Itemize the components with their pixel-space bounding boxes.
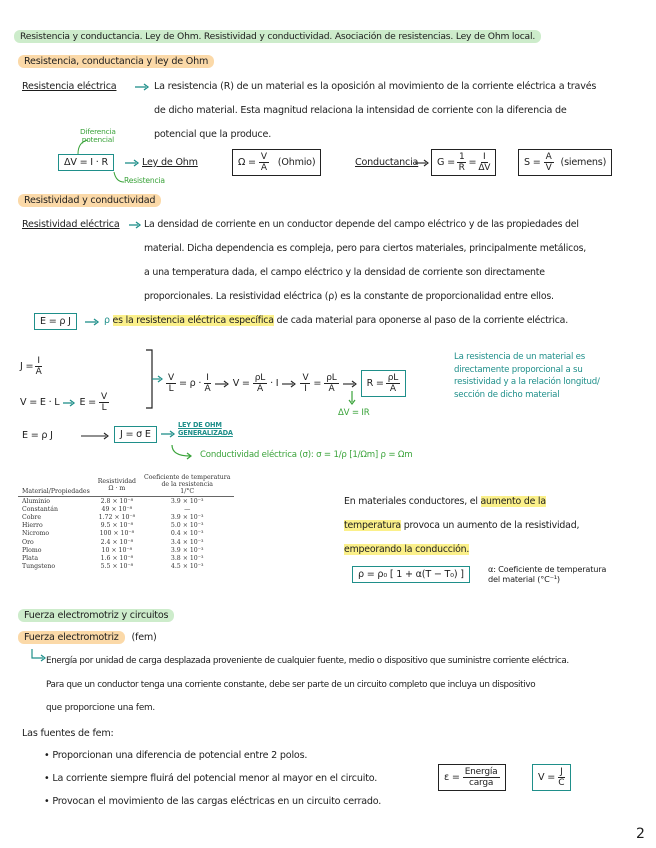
bullet-3 <box>44 796 381 807</box>
arrow-right-icon <box>128 221 142 229</box>
arrow-right-icon <box>134 83 150 91</box>
eps-num: Energía <box>464 767 498 777</box>
label-dp-1: Diferencia <box>80 127 116 136</box>
temp-line-3 <box>344 544 469 555</box>
r-den: A <box>389 384 396 394</box>
arrow-right-icon <box>160 430 176 438</box>
step1-frac-a <box>166 373 176 394</box>
curved-arrow-icon <box>168 444 196 462</box>
resistividad-cell: 2.8 × 10⁻⁸ <box>100 497 134 505</box>
bullet-dot: • <box>44 750 50 761</box>
col-material: Material/Propiedades <box>22 488 90 495</box>
coeficiente-cell: — <box>184 505 191 513</box>
e-fraction <box>99 392 109 413</box>
col3-a: Coeficiente de temperatura <box>143 474 231 481</box>
temp-l1-hl: aumento de la <box>480 496 546 507</box>
step3-b-den: A <box>328 384 335 394</box>
alpha-1: α: Coeficiente de temperatura <box>488 564 607 574</box>
step2-lhs: V = <box>232 378 250 389</box>
g-eq: = <box>468 157 477 168</box>
s-den: V <box>545 163 552 173</box>
derivation-step-1 <box>166 370 406 397</box>
note-line-1: La resistencia de un material es <box>454 352 586 362</box>
temp-l3-hl: empeorando la conducción. <box>344 544 470 555</box>
s-num: A <box>545 152 552 162</box>
e-num: V <box>101 392 107 402</box>
label-dp-2: potencial <box>81 135 114 144</box>
ley-de-ohm-label: Ley de Ohm <box>142 157 198 168</box>
g-num-1: 1 <box>458 152 465 162</box>
s-lhs: S = <box>524 157 541 168</box>
j-fraction <box>35 356 41 377</box>
note-line-4: sección de dicho material <box>454 389 560 400</box>
step3-den: I <box>304 384 307 394</box>
resistividad-cell: 2.4 × 10⁻⁸ <box>100 538 134 546</box>
table-row <box>18 538 234 546</box>
material-cell: Plata <box>22 554 39 562</box>
note-line-2: directamente proporcional a su <box>454 364 583 375</box>
section-heading-resistencia: Resistencia, conductancia y ley de Ohm <box>18 55 214 68</box>
v-lhs: V = <box>538 772 556 783</box>
resistividad-cell: 1.72 × 10⁻⁸ <box>98 513 136 521</box>
step1-b-den: A <box>204 384 211 394</box>
resistividad-line-3: a una temperatura dada, el campo eléctrico y la densidad de corriente son directamente <box>144 267 545 278</box>
conductancia-formula <box>431 149 496 176</box>
material-cell: Tungsteno <box>22 563 56 571</box>
resistencia-line-3: potencial que la produce. <box>154 129 272 140</box>
resistividad-line-2: material. Dicha dependencia es compleja, pero para ciertos materiales, principalmente metálicos, <box>144 243 587 254</box>
g-den-1: R <box>458 163 465 173</box>
ley-ohm-generalizada <box>178 421 233 437</box>
v-num: J <box>560 767 563 777</box>
e-rho-j-line: E = ρ J <box>22 430 53 441</box>
resistividad-cell: 10 × 10⁻⁸ <box>101 546 133 554</box>
resistencia-note <box>454 351 600 401</box>
eps-lhs: ε = <box>444 772 460 783</box>
g-frac-1 <box>457 152 467 173</box>
step3-eq: = <box>313 378 322 389</box>
fem-line-3: que proporcione una fem. <box>46 703 156 713</box>
j-lhs: J = <box>20 361 34 372</box>
e-rho-j-formula: E = ρ J <box>34 313 77 330</box>
bullet-2-text: La corriente siempre fluirá del potencial menor al mayor en el circuito. <box>52 773 378 784</box>
table-row <box>18 522 234 530</box>
material-cell: Hierro <box>22 522 43 530</box>
step3-b-num: ρL <box>326 373 337 383</box>
eps-den: carga <box>468 778 494 788</box>
resistividad-cell: 5.5 × 10⁻⁸ <box>100 563 134 571</box>
r-formula-box <box>361 370 406 397</box>
arrow-right-icon <box>214 380 230 388</box>
fem-subheading-label: Fuerza electromotriz <box>18 631 125 644</box>
bullet-dot: • <box>44 796 50 807</box>
v-den: C <box>558 778 565 788</box>
step3-frac-b <box>324 373 338 394</box>
bullet-3-text: Provocan el movimiento de las cargas eléctricas en un circuito cerrado. <box>52 796 382 807</box>
g-den-2: ΔV <box>478 163 491 173</box>
resistividad-line-4: proporcionales. La resistividad eléctrica (ρ) es la constante de proporcionalidad entre ellos. <box>144 291 554 302</box>
table-row <box>18 497 234 506</box>
coeficiente-cell: 3.4 × 10⁻³ <box>170 538 204 546</box>
col3-b: de la resistencia <box>161 481 213 488</box>
fem-energia-formula <box>438 764 506 791</box>
arrow-right-icon <box>80 432 110 440</box>
resistividad-cell: 9.5 × 10⁻⁸ <box>100 522 134 530</box>
resistividad-line-1: La densidad de corriente en un conductor depende del campo eléctrico y de las propiedades del <box>144 219 579 230</box>
material-cell: Cobre <box>22 513 42 521</box>
s-fraction <box>544 152 554 173</box>
step1-frac-b <box>204 373 210 394</box>
temp-formula: ρ = ρ₀ [ 1 + α(T − T₀) ] <box>352 566 470 583</box>
term-resistividad-electrica: Resistividad eléctrica <box>22 219 120 230</box>
rho-symbol: ρ <box>104 315 110 326</box>
step3-frac-a <box>300 373 310 394</box>
coeficiente-cell: 5.0 × 10⁻³ <box>170 522 204 530</box>
e-lhs: E = <box>79 397 97 408</box>
j-formula <box>20 356 42 377</box>
material-cell: Oro <box>22 538 34 546</box>
section-heading-resistividad: Resistividad y conductividad <box>18 194 161 207</box>
coeficiente-cell: 3.9 × 10⁻³ <box>170 546 204 554</box>
resistividad-cell: 1.6 × 10⁻⁸ <box>100 554 134 562</box>
step1-a-num: V <box>168 373 174 383</box>
ohmio-num: V <box>260 152 267 162</box>
resistencia-line-1: La resistencia (R) de un material es la oposición al movimiento de la corriente eléctrica a través <box>154 81 597 92</box>
arrow-right-icon <box>281 380 297 388</box>
s-unit: (siemens) <box>560 157 607 168</box>
alpha-2: del material (°C⁻¹) <box>488 574 560 584</box>
e-den: L <box>101 403 107 413</box>
r-lhs: R = <box>366 378 384 389</box>
alpha-note <box>488 564 606 584</box>
v-fraction <box>558 767 564 788</box>
arrow-right-icon <box>342 380 358 388</box>
eps-fraction <box>463 767 500 788</box>
temp-l2-rest: provoca un aumento de la resistividad, <box>403 520 580 531</box>
rho-description <box>104 315 568 326</box>
v-el-formula <box>20 392 109 413</box>
step2-fraction <box>253 373 267 394</box>
arrow-right-icon <box>124 159 140 167</box>
table-row <box>18 530 234 538</box>
page-number: 2 <box>636 826 645 842</box>
coeficiente-cell: 3.8 × 10⁻³ <box>170 554 204 562</box>
coeficiente-cell: 3.9 × 10⁻³ <box>170 497 204 505</box>
fem-abbr: (fem) <box>131 632 157 643</box>
material-cell: Aluminio <box>22 497 50 505</box>
dv-ir-label: ΔV = IR <box>338 408 370 418</box>
ohmio-fraction <box>259 152 269 173</box>
fem-subheading <box>18 632 157 643</box>
col3-c: 1/°C <box>180 488 195 495</box>
bullet-dot: • <box>44 773 50 784</box>
col2-b: Ω · m <box>108 484 126 492</box>
bullet-2 <box>44 773 377 784</box>
temp-l2-hl: temperatura <box>344 520 401 531</box>
r-fraction <box>386 373 400 394</box>
col-coeficiente <box>140 473 234 497</box>
conductancia-label: Conductancia <box>355 157 419 168</box>
coeficiente-cell: 3.9 × 10⁻³ <box>170 513 204 521</box>
temp-l1-a: En materiales conductores, el <box>344 496 478 507</box>
fem-line-2: Para que un conductor tenga una corriente constante, debe ser parte de un circuito completo que incluya un dispositivo <box>46 680 536 690</box>
ohmio-den: A <box>260 163 267 173</box>
j-den: A <box>35 367 42 377</box>
volt-formula <box>532 764 571 791</box>
bracket-shape <box>144 348 164 410</box>
table-row <box>18 513 234 521</box>
resistivity-table <box>18 473 234 571</box>
step1-a-den: L <box>168 384 174 394</box>
coeficiente-cell: 0.4 × 10⁻³ <box>170 530 204 538</box>
g-num-2: I <box>483 152 486 162</box>
section-heading-fem: Fuerza electromotriz y circuitos <box>18 609 174 622</box>
v-line: V = E · L <box>20 397 60 408</box>
step1-eq: = ρ · <box>178 378 202 389</box>
col2-a: Resistividad <box>97 477 136 485</box>
bullet-1 <box>44 750 307 761</box>
r-num: ρL <box>387 373 399 383</box>
siemens-formula <box>518 149 612 176</box>
ley-gen-1: LEY DE OHM <box>178 421 222 429</box>
table-row <box>18 546 234 554</box>
temp-line-2 <box>344 520 579 531</box>
ohmio-lhs: Ω = <box>238 157 256 168</box>
j-num: I <box>37 356 40 366</box>
conductividad-label: Conductividad eléctrica (σ): σ = 1/ρ [1/Ωm] ρ = Ωm <box>200 450 413 460</box>
material-cell: Plomo <box>22 546 42 554</box>
material-cell: Nicromo <box>22 530 50 538</box>
coeficiente-cell: 4.5 × 10⁻³ <box>170 563 204 571</box>
arrow-right-icon <box>62 399 76 407</box>
ohmio-unit: (Ohmio) <box>277 157 316 168</box>
ohmio-formula <box>232 149 321 176</box>
temp-line-1 <box>344 496 546 507</box>
page-title: Resistencia y conductancia. Ley de Ohm. Resistividad y conductividad. Asociación de resistencias. Ley de Ohm local. <box>14 30 541 43</box>
g-lhs: G = <box>437 157 455 168</box>
step2-rest: · I <box>270 378 279 389</box>
bullet-1-text: Proporcionan una diferencia de potencial entre 2 polos. <box>52 750 308 761</box>
term-resistencia-electrica: Resistencia eléctrica <box>22 81 117 92</box>
g-frac-2 <box>478 152 490 173</box>
table-row <box>18 505 234 513</box>
step3-num: V <box>302 373 309 383</box>
step1-b-num: I <box>206 373 209 383</box>
step2-num: ρL <box>254 373 266 383</box>
arrow-right-icon <box>414 159 430 167</box>
arrow-down-icon <box>348 390 356 406</box>
rho-rest: de cada material para oponerse al paso de la corriente eléctrica. <box>276 315 569 326</box>
resistencia-line-2: de dicho material. Esta magnitud relaciona la intensidad de corriente con la diferencia de <box>154 105 567 116</box>
step2-den: A <box>256 384 263 394</box>
rho-highlight: es la resistencia eléctrica específica <box>112 315 274 326</box>
fuentes-heading: Las fuentes de fem: <box>22 728 114 739</box>
note-line-3: resistividad y a la relación longitud/ <box>454 377 600 387</box>
resistividad-cell: 49 × 10⁻⁸ <box>101 505 133 513</box>
j-sigma-e-box: J = σ E <box>114 426 157 443</box>
resistividad-cell: 100 × 10⁻⁸ <box>99 530 135 538</box>
ohm-law-formula: ΔV = I · R <box>58 154 114 171</box>
table-header-row <box>18 473 234 497</box>
ley-gen-2: GENERALIZADA <box>178 429 233 437</box>
col-resistividad <box>94 473 140 497</box>
arrow-right-icon <box>84 318 100 326</box>
fem-line-1: Energía por unidad de carga desplazada proveniente de cualquier fuente, medio o dispositivo que suministre corriente eléctrica. <box>46 656 569 666</box>
label-resistencia: Resistencia <box>124 176 165 185</box>
material-cell: Constantán <box>22 505 58 513</box>
table-body <box>18 497 234 571</box>
table-row <box>18 563 234 571</box>
table-row <box>18 554 234 562</box>
